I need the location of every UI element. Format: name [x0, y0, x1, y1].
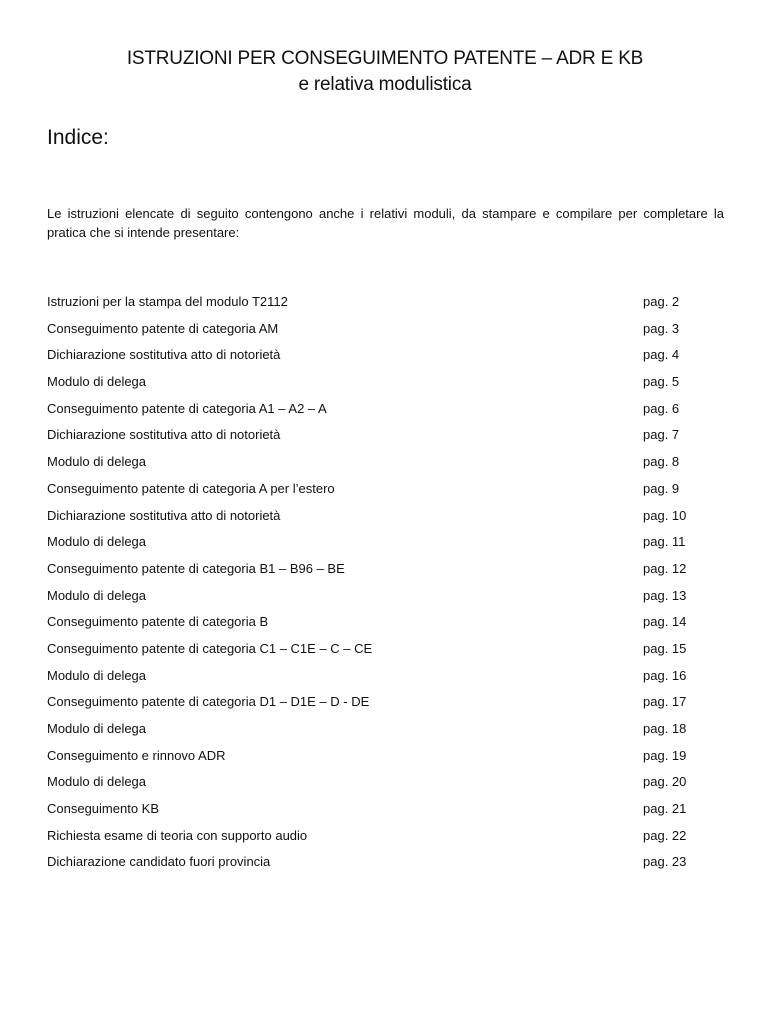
toc-entry[interactable] — [47, 691, 707, 718]
toc-entry[interactable] — [47, 478, 707, 505]
toc-entry-page: pag. 9 — [643, 480, 680, 496]
toc-entry[interactable] — [47, 344, 707, 371]
toc-entry-label: Modulo di delega — [47, 774, 147, 790]
toc-entry[interactable] — [47, 665, 707, 692]
toc-entry-label: Conseguimento patente di categoria B — [47, 614, 269, 630]
toc-entry-label: Conseguimento e rinnovo ADR — [47, 747, 226, 763]
toc-entry-label: Conseguimento patente di categoria C1 – C1E – C – CE — [47, 640, 373, 656]
toc-entry[interactable] — [47, 851, 707, 878]
toc-entry-label: Dichiarazione sostitutiva atto di notorietà — [47, 347, 281, 363]
toc-entry[interactable] — [47, 638, 707, 665]
toc-entry-page: pag. 6 — [643, 400, 680, 416]
toc-entry-page: pag. 21 — [643, 801, 687, 817]
toc-entry-label: Dichiarazione sostitutiva atto di notorietà — [47, 427, 281, 443]
toc-entry-label: Conseguimento KB — [47, 801, 160, 817]
toc-entry[interactable] — [47, 771, 707, 798]
toc-entry-label: Conseguimento patente di categoria A1 – A2 – A — [47, 400, 327, 416]
toc-entry[interactable] — [47, 318, 707, 345]
toc-entry-page: pag. 11 — [643, 534, 686, 550]
toc-entry-label: Conseguimento patente di categoria AM — [47, 320, 279, 336]
toc-entry[interactable] — [47, 531, 707, 558]
toc-entry[interactable] — [47, 451, 707, 478]
toc-entry-label: Richiesta esame di teoria con supporto audio — [47, 827, 308, 843]
toc-entry-page: pag. 7 — [643, 427, 680, 443]
toc-entry-label: Modulo di delega — [47, 587, 147, 603]
toc-entry-page: pag. 16 — [643, 667, 687, 683]
toc-entry-page: pag. 17 — [643, 694, 687, 710]
toc-entry-page: pag. 19 — [643, 747, 687, 763]
toc-entry-label: Modulo di delega — [47, 721, 147, 736]
toc-entry-label: Conseguimento patente di categoria B1 – B96 – BE — [47, 560, 345, 576]
toc-entry-page: pag. 2 — [643, 294, 680, 309]
toc-entry-page: pag. 18 — [643, 721, 687, 736]
toc-entry-label: Conseguimento patente di categoria A per l’estero — [47, 480, 335, 496]
toc-entry[interactable] — [47, 745, 707, 772]
toc-entry-page: pag. 14 — [643, 614, 687, 630]
toc-entry-page: pag. 4 — [643, 347, 680, 363]
toc-entry-page: pag. 23 — [643, 854, 687, 870]
toc-entry[interactable] — [47, 611, 707, 638]
toc-entry-page: pag. 22 — [643, 827, 687, 843]
toc-entry-label: Modulo di delega — [47, 454, 147, 470]
toc-entry[interactable] — [47, 398, 707, 425]
toc-entry-page: pag. 5 — [643, 374, 680, 390]
toc-entry-page: pag. 15 — [643, 640, 687, 656]
toc-entry[interactable] — [47, 558, 707, 585]
toc-entry-page: pag. 8 — [643, 454, 680, 470]
toc-entry-label: Modulo di delega — [47, 667, 147, 683]
index-heading: Indice: — [47, 126, 109, 149]
toc-entry-label: Modulo di delega — [47, 534, 147, 550]
intro-paragraph: Le istruzioni elencate di seguito contengono anche i relativi moduli, da stampare e compilare per completare la pratica che si intende presentare: — [47, 206, 724, 240]
toc-entry[interactable] — [47, 505, 707, 532]
toc-entry[interactable] — [47, 825, 707, 852]
toc-entry-label: Dichiarazione sostitutiva atto di notorietà — [47, 507, 281, 523]
toc-entry[interactable] — [47, 291, 707, 318]
toc-entry-label: Modulo di delega — [47, 374, 147, 390]
document-title — [0, 46, 770, 98]
title-line-2: e relativa modulistica — [298, 74, 472, 95]
title-line-1: ISTRUZIONI PER CONSEGUIMENTO PATENTE – ADR E KB — [126, 48, 644, 69]
toc-entry-label: Istruzioni per la stampa del modulo T2112 — [47, 294, 288, 309]
table-of-contents — [47, 291, 707, 878]
toc-entry[interactable] — [47, 371, 707, 398]
toc-entry-page: pag. 3 — [643, 320, 680, 336]
toc-entry-label: Conseguimento patente di categoria D1 – D1E – D - DE — [47, 694, 370, 710]
toc-entry[interactable] — [47, 585, 707, 612]
toc-entry[interactable] — [47, 424, 707, 451]
toc-entry-page: pag. 20 — [643, 774, 687, 790]
toc-entry-page: pag. 10 — [643, 507, 687, 523]
toc-entry-page: pag. 13 — [643, 587, 687, 603]
toc-entry[interactable] — [47, 718, 707, 745]
toc-entry-label: Dichiarazione candidato fuori provincia — [47, 854, 271, 870]
toc-entry[interactable] — [47, 798, 707, 825]
toc-entry-page: pag. 12 — [643, 560, 687, 576]
